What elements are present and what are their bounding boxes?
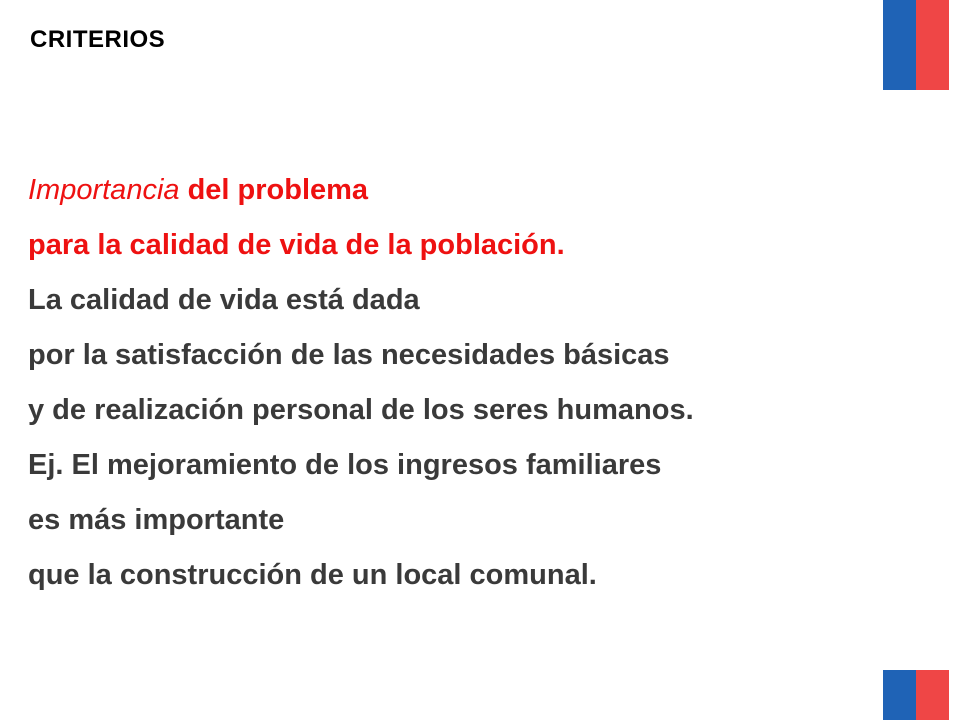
flag-stripe-top	[883, 0, 949, 90]
text-line-8: que la construcción de un local comunal.	[28, 559, 597, 591]
text-line-1	[28, 163, 868, 218]
text-line-3: La calidad de vida está dada	[28, 284, 420, 316]
flag-blue-band	[883, 670, 916, 720]
text-line-4: por la satisfacción de las necesidades básicas	[28, 339, 670, 371]
flag-red-band	[916, 0, 949, 90]
text-line-7: es más importante	[28, 504, 285, 536]
flag-blue-band	[883, 0, 916, 90]
text-line-2: para la calidad de vida de la población.	[28, 229, 565, 261]
flag-stripe-bottom	[883, 670, 949, 720]
italic-term: Importancia	[28, 174, 180, 206]
text-line-5: y de realización personal de los seres humanos.	[28, 394, 694, 426]
body-text	[28, 163, 868, 603]
flag-red-band	[916, 670, 949, 720]
text-line-1-rest: del problema	[179, 174, 369, 206]
slide-title: CRITERIOS	[30, 26, 166, 53]
text-line-6: Ej. El mejoramiento de los ingresos familiares	[28, 449, 662, 481]
